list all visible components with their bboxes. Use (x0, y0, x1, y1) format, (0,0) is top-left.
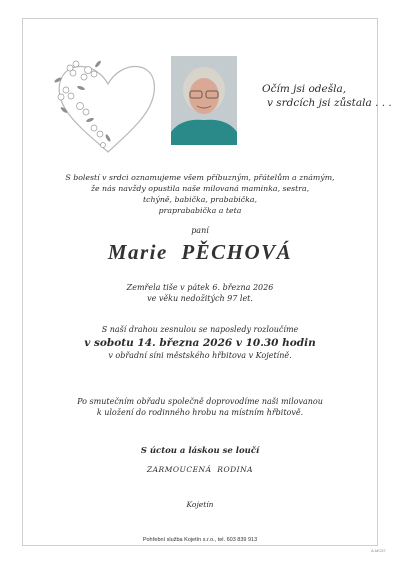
deceased-name: Marie PĚCHOVÁ (107, 240, 293, 264)
funeral-location: v obřadní síni městského hřbitova v Kojetíně. (108, 351, 292, 360)
funeral-intro: S naší drahou zesnulou se naposledy rozloučíme (101, 325, 299, 334)
burial-line-1: Po smutečním obřadu společně doprovodíme naši milovanou (77, 397, 323, 406)
portrait-photo (171, 56, 237, 145)
funeral-service-footer: Pohřební služba Kojetín s.r.o., tel. 603 839 913 (142, 537, 258, 543)
intro-line-3: tchýně, babička, prababička, (142, 195, 258, 204)
print-code: A-MC57 (371, 548, 386, 553)
burial-info (0, 396, 400, 418)
family-signature: ZARMOUCENÁ RODINA (146, 465, 254, 474)
quote-line-2: v srdcích jsi zůstala . . . (267, 97, 392, 109)
funeral-info (0, 324, 400, 362)
intro-line-4: praprababička a teta (158, 206, 242, 215)
burial-line-2: k uložení do rodinného hrobu na místním hřbitově. (96, 408, 304, 417)
quote-line-1: Očím jsi odešla, (262, 83, 347, 95)
honorific: paní (191, 226, 209, 235)
floral-heart-ornament-icon (46, 50, 166, 165)
announcement-text (50, 172, 350, 216)
intro-line-1: S bolestí v srdci oznamujeme všem příbuzným, přátelům a známým, (65, 173, 335, 182)
death-date: Zemřela tiše v pátek 6. března 2026 (126, 283, 274, 292)
town-name: Kojetín (186, 500, 214, 509)
funeral-date-time: v sobotu 14. března 2026 v 10.30 hodin (84, 337, 316, 349)
intro-line-2: že nás navždy opustila naše milovaná maminka, sestra, (90, 184, 310, 193)
farewell-line: S úctou a láskou se loučí (140, 446, 260, 456)
death-info (0, 282, 400, 304)
memorial-quote (262, 82, 392, 110)
death-age: ve věku nedožitých 97 let. (147, 294, 253, 303)
